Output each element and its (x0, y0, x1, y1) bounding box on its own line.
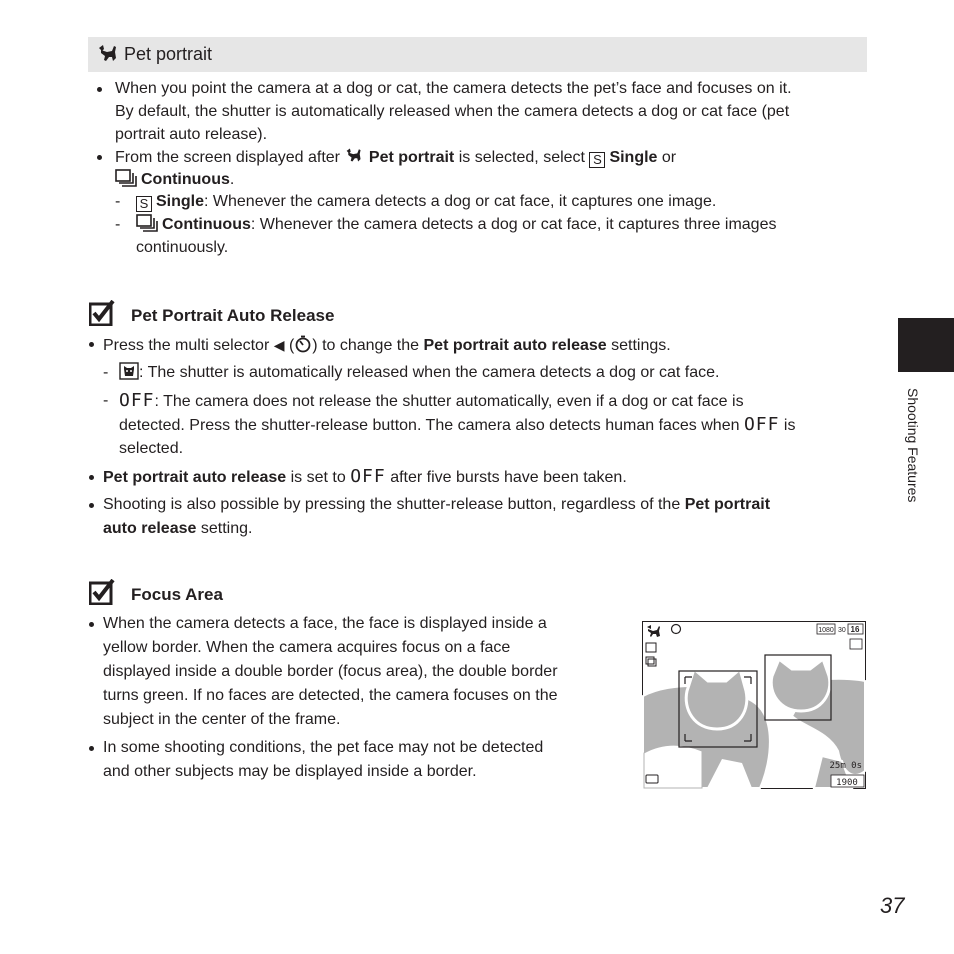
chapter-label: Shooting Features (905, 388, 921, 503)
focus-text: In some shooting conditions, the pet face may not be detected (103, 739, 544, 756)
bullet-dot (97, 87, 102, 92)
text: auto release (103, 520, 197, 537)
text: Continuous (141, 171, 230, 188)
intro-text: portrait auto release). (115, 126, 268, 143)
bullet-dot (97, 155, 102, 160)
text: . (229, 171, 235, 188)
focus-text: and other subjects may be displayed inside a border. (103, 763, 477, 780)
chapter-tab (898, 318, 954, 372)
off-desc (119, 390, 744, 413)
note-check-icon (89, 300, 115, 326)
intro-select-line (115, 146, 676, 169)
self-timer-icon (294, 335, 312, 353)
note-title: Pet Portrait Auto Release (131, 306, 335, 325)
dash: - (115, 216, 121, 233)
text: : Whenever the camera detects a dog or cat face, it captures one image. (204, 193, 717, 210)
single-icon: S (136, 196, 152, 212)
text: Shooting is also possible by pressing the shutter-release button, regardless of the (103, 496, 681, 513)
text: Pet portrait (368, 149, 455, 166)
page-number: 37 (880, 893, 905, 918)
text: ( (288, 337, 295, 354)
dash: - (103, 364, 109, 381)
left-arrow-icon: ◀ (273, 337, 285, 353)
section-title: Pet portrait (124, 44, 213, 64)
bullet-dot (89, 622, 94, 627)
continuous-desc (136, 214, 776, 236)
intro-continuous-line (115, 169, 234, 191)
pet-portrait-icon (97, 42, 119, 64)
intro-text: By default, the shutter is automatically released when the camera detects a dog or cat face (pet (115, 103, 790, 120)
focus-text: When the camera detects a face, the face is displayed inside a (103, 615, 547, 632)
image-size-label: 16 (850, 625, 860, 634)
text: or (661, 149, 677, 166)
text: Pet portrait auto release (423, 337, 607, 354)
note1-bullet3-cont (103, 518, 252, 540)
bullet-dot (89, 746, 94, 751)
text: detected. Press the shutter-release button. The camera also detects human faces when (119, 417, 740, 434)
dash: - (103, 392, 109, 409)
bullet-dot (89, 503, 94, 508)
off-icon: OFF (119, 390, 155, 411)
single-icon: S (589, 152, 605, 168)
text: From the screen displayed after (115, 149, 340, 166)
off-desc-cont: selected. (119, 440, 184, 457)
off-icon: OFF (350, 466, 386, 487)
movie-resolution-label: 1080 (818, 627, 834, 634)
continuous-desc-cont: continuously. (136, 239, 229, 256)
text: Pet portrait (684, 496, 771, 513)
text: : The shutter is automatically released when the camera detects a dog or cat face. (139, 364, 720, 381)
text: is selected, select (458, 149, 585, 166)
text: : The camera does not release the shutter automatically, even if a dog or cat face is (154, 393, 744, 410)
frame-rate-label: 30 (838, 627, 846, 634)
note1-bullet2 (103, 466, 627, 489)
dash: - (115, 193, 121, 210)
focus-text: subject in the center of the frame. (103, 711, 341, 728)
single-desc (136, 191, 716, 213)
off-desc-cont (119, 414, 795, 437)
focus-text: displayed inside a double border (focus area), the double border (103, 663, 558, 680)
focus-text: yellow border. When the camera acquires focus on a face (103, 639, 511, 656)
text: after five bursts have been taken. (390, 469, 627, 486)
exposures-remaining: 1900 (836, 778, 858, 788)
note-check-icon (89, 579, 115, 605)
text: settings. (611, 337, 671, 354)
text: Press the multi selector (103, 337, 270, 354)
text: setting. (200, 520, 253, 537)
text: ) to change the (312, 337, 420, 354)
note1-bullet1 (103, 334, 671, 357)
focus-text: turns green. If no faces are detected, the camera focuses on the (103, 687, 558, 704)
continuous-icon (136, 214, 158, 232)
continuous-icon (115, 169, 137, 187)
battery-icon (646, 775, 658, 783)
pet-auto-release-icon (119, 362, 139, 380)
text: Single (156, 193, 205, 210)
text: : Whenever the camera detects a dog or cat face, it captures three images (250, 216, 777, 233)
auto-release-desc (119, 362, 719, 384)
off-icon: OFF (743, 414, 780, 435)
bullet-dot (89, 342, 94, 347)
text: Single (609, 149, 658, 166)
bullet-dot (89, 475, 94, 480)
movie-time-remaining: 25m 0s (829, 761, 862, 771)
text: Continuous (162, 216, 251, 233)
intro-text: When you point the camera at a dog or cat, the camera detects the pet’s face and focuses on it. (115, 80, 792, 97)
note1-bullet3 (103, 494, 770, 516)
pet-portrait-icon (344, 146, 364, 164)
camera-screen-illustration (642, 621, 866, 789)
text: is set to (290, 469, 346, 486)
note-title: Focus Area (131, 585, 223, 604)
text: Pet portrait auto release (103, 469, 287, 486)
text: is (783, 417, 796, 434)
